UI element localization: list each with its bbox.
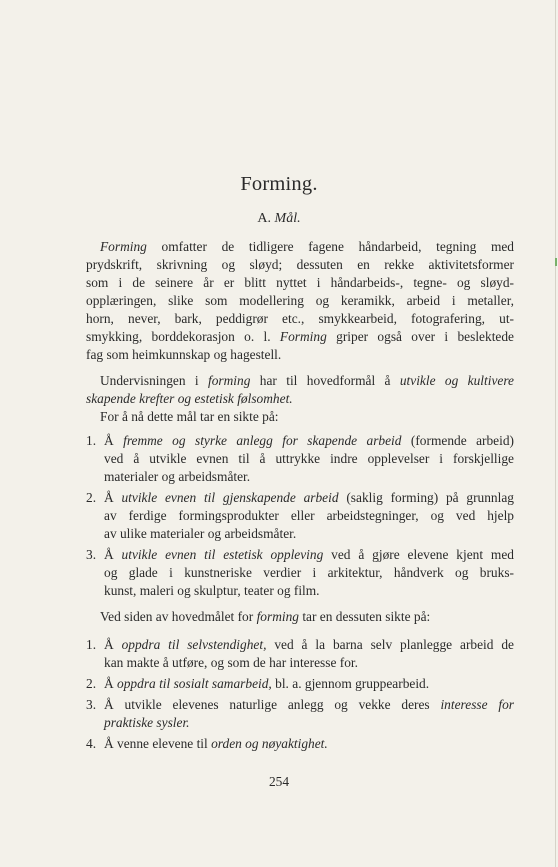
list-number: 1. (86, 433, 97, 448)
list-line: materialer og arbeidsmåter. (104, 469, 251, 484)
section-heading (0, 211, 558, 227)
goal-term: skapende krefter og estetisk følsomhet. (86, 391, 293, 406)
list-number: 1. (86, 637, 97, 652)
page-edge-line (555, 0, 556, 867)
intro-term: Forming (100, 239, 147, 254)
secondary-goal-item-4 (86, 735, 514, 753)
list-line (104, 696, 514, 714)
intro-line (86, 328, 514, 346)
secondary-goal-item-2 (86, 675, 514, 693)
main-goal-item-2 (86, 489, 514, 543)
goal-term: forming (207, 373, 251, 388)
list-line (104, 735, 514, 753)
secondary-goal-item-3 (86, 696, 514, 732)
list-number: 4. (86, 736, 97, 751)
list-line: kunst, maleri og skulptur, teater og film. (104, 583, 320, 598)
list-line (104, 714, 514, 732)
goal-term: utvikle og kultivere (399, 373, 514, 388)
goal-line (86, 372, 514, 390)
list-term: fremme og styrke anlegg for skapende arbeid (123, 433, 402, 448)
secondary-paragraph (86, 608, 514, 626)
list-number: 2. (86, 676, 97, 691)
secondary-term: forming (256, 609, 299, 624)
list-text: Å utvikle elevenes naturlige anlegg og vekke deres (104, 697, 441, 712)
list-line (104, 636, 514, 654)
page-title: Forming. (240, 173, 318, 195)
intro-paragraph (86, 238, 514, 364)
secondary-goal-item-1 (86, 636, 514, 672)
list-text: ved å la barna selv planlegge arbeid de (266, 637, 514, 652)
list-line (104, 675, 514, 693)
list-line (104, 546, 514, 564)
list-term: praktiske sysler. (104, 715, 190, 730)
list-text: Å (104, 433, 124, 448)
list-text: ved å gjøre elevene kjent med (323, 547, 514, 562)
list-text: bl. a. gjennom gruppearbeid. (271, 676, 430, 691)
list-text: Å venne elevene til (104, 736, 212, 751)
list-line (104, 489, 514, 507)
list-text: Å (104, 676, 118, 691)
list-text: (formende arbeid) (401, 433, 514, 448)
secondary-line (86, 608, 514, 626)
list-number: 3. (86, 697, 97, 712)
list-term: utvikle evnen til estetisk oppleving (121, 547, 324, 562)
list-term: oppdra til selvstendighet, (121, 637, 267, 652)
intro-line: fag som heimkunnskap og hagestell. (86, 347, 282, 362)
main-goal-item-3 (86, 546, 514, 600)
intro-line: prydskrift, skrivning og sløyd; dessuten en rekke aktivitetsformer (86, 257, 514, 272)
page-edge-mark (555, 258, 557, 266)
list-term: orden og nøyaktighet. (211, 736, 328, 751)
intro-line: opplæringen, slike som modellering og keramikk, arbeid i metaller, (86, 293, 514, 308)
list-line: kan makte å utføre, og som de har interesse for. (104, 655, 358, 670)
intro-term: Forming (279, 329, 327, 344)
intro-line: som i de seinere år er blitt nyttet i håndarbeids-, tegne- og sløyd- (86, 275, 514, 290)
list-line: av ulike materialer og arbeidsmåter. (104, 526, 297, 541)
goal-paragraph (86, 372, 514, 426)
list-line: av ferdige formingsprodukter eller arbeidstegninger, og ved hjelp (104, 508, 514, 523)
list-text: Å (104, 547, 122, 562)
intro-text: smykking, borddekorasjon o. l. (86, 329, 280, 344)
list-number: 3. (86, 547, 97, 562)
list-line: ved å utvikle evnen til å uttrykke indre opplevelser i forskjellige (104, 451, 514, 466)
intro-line: horn, never, bark, peddigrør etc., smykkearbeid, fotografering, ut- (86, 311, 514, 326)
list-term: interesse for (440, 697, 515, 712)
list-text: Å (104, 637, 122, 652)
main-goal-item-1 (86, 432, 514, 486)
list-term: utvikle evnen til gjenskapende arbeid (121, 490, 339, 505)
section-title: Mål. (274, 211, 301, 226)
goal-text: Undervisningen i (100, 373, 208, 388)
list-text: Å (104, 490, 122, 505)
list-number: 2. (86, 490, 97, 505)
list-line (104, 432, 514, 450)
goal-line (86, 390, 514, 408)
list-line: og glade i kunstneriske verdier i arkitektur, håndverk og bruks- (104, 565, 514, 580)
secondary-text: tar en dessuten sikte på: (298, 609, 431, 624)
section-letter: A. (257, 211, 275, 226)
intro-text: omfatter de tidligere fagene håndarbeid, tegning med (146, 239, 514, 254)
list-text: (saklig forming) på grunnlag (338, 490, 514, 505)
goal-text: har til hovedformål å (250, 373, 400, 388)
list-term: oppdra til sosialt samarbeid, (117, 676, 272, 691)
goal-line: For å nå dette mål tar en sikte på: (100, 409, 279, 424)
page-number: 254 (268, 774, 290, 789)
intro-text: griper også over i beslektede (326, 329, 514, 344)
secondary-text: Ved siden av hovedmålet for (100, 609, 257, 624)
intro-line (86, 238, 514, 256)
